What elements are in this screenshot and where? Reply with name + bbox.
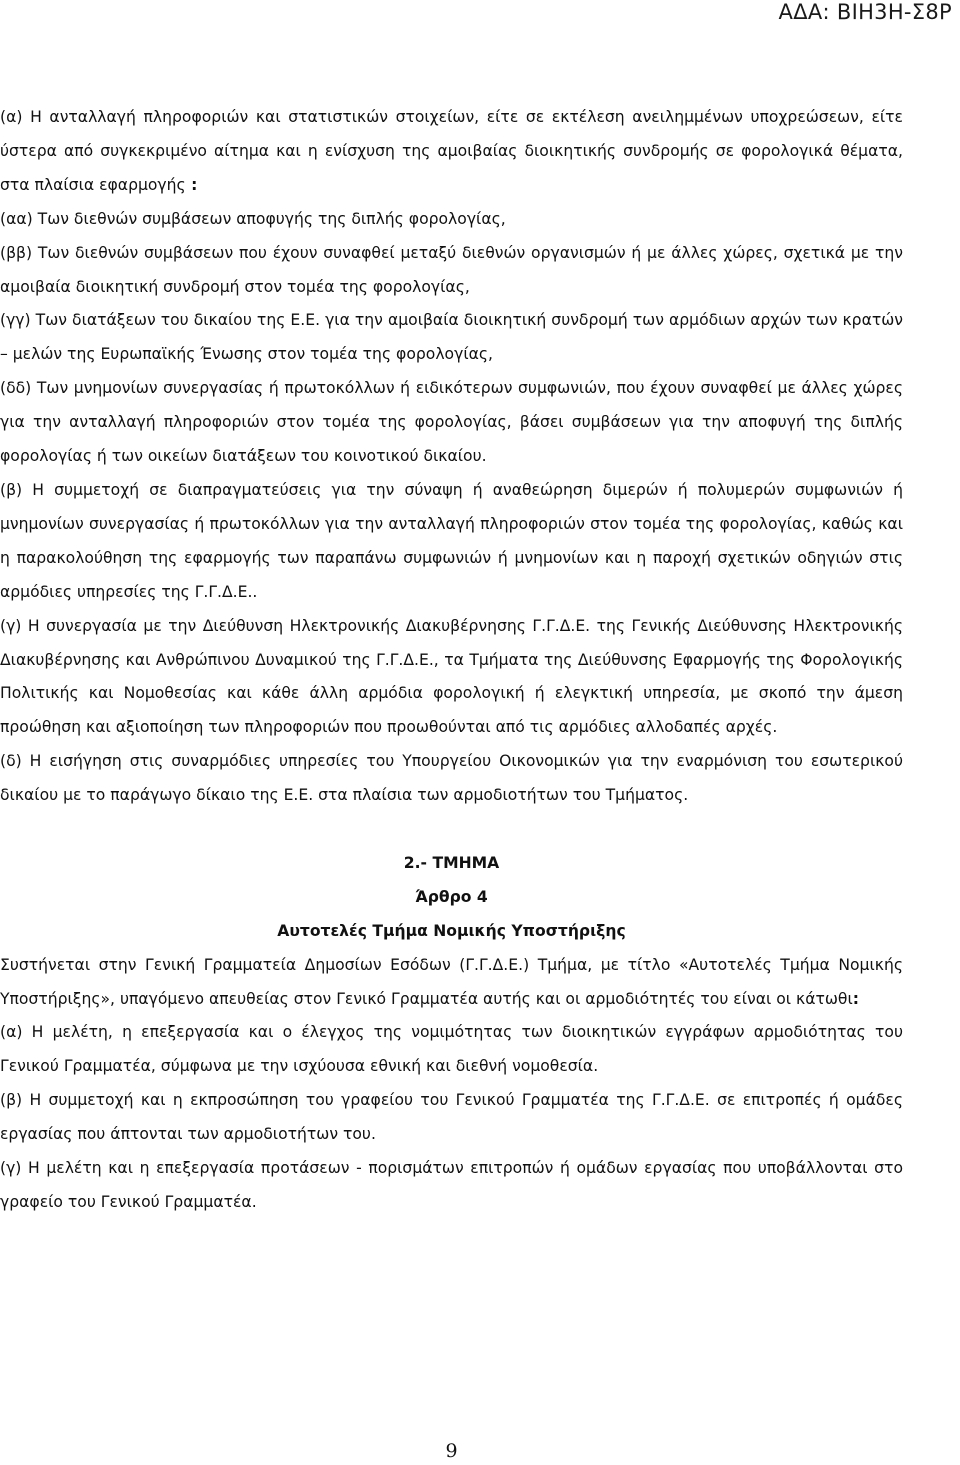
duty-b: (β) Η συμμετοχή και η εκπροσώπηση του γραφείου του Γενικού Γραμματέα της Γ.Γ.Δ.Ε. σε επιτροπές ή ομάδες εργασίας που άπτονται των αρμοδιοτήτων του. — [0, 1091, 903, 1144]
intro-colon: : — [852, 989, 859, 1008]
paragraph-a-colon: : — [185, 175, 198, 194]
spacer — [0, 813, 903, 847]
paragraph-a-text: (α) Η ανταλλαγή πληροφοριών και στατιστικών στοιχείων, είτε σε εκτέλεση ανειλημμένων υποχρεώσεων, είτε ύστερα από συγκεκριμένο αίτημα και η ενίσχυση της αμοιβαίας διοικητικής συνδρομής σε φορολογικά θέματα, στα πλαίσια εφαρμογής — [0, 108, 903, 194]
section-title: 2.- ΤΜΗΜΑ — [403, 853, 500, 872]
paragraph-aa: (αα) Των διεθνών συμβάσεων αποφυγής της διπλής φορολογίας, — [0, 209, 506, 228]
paragraph-bb: (ββ) Των διεθνών συμβάσεων που έχουν συναφθεί μεταξύ διεθνών οργανισμών ή με άλλες χώρες, σχετικά με την αμοιβαία διοικητική συνδρομή στον τομέα της φορολογίας, — [0, 243, 903, 296]
article-title: Άρθρο 4 — [415, 887, 488, 906]
duty-a: (α) Η μελέτη, η επεξεργασία και ο έλεγχος της νομιμότητας των διοικητικών εγγράφων αρμοδιότητας του Γενικού Γραμματέα, σύμφωνα με την ισχύουσα εθνική και διεθνή νομοθεσία. — [0, 1023, 903, 1076]
duty-g: (γ) Η μελέτη και η επεξεργασία προτάσεων - πορισμάτων επιτροπών ή ομάδων εργασίας που υποβάλλονται στο γραφείο του Γενικού Γραμματέα. — [0, 1159, 903, 1211]
paragraph-a — [0, 101, 903, 203]
paragraph-d: (δ) Η εισήγηση στις συναρμόδιες υπηρεσίες του Υπουργείου Οικονομικών για την εναρμόνιση του εσωτερικού δικαίου με το παράγωγο δίκαιο της Ε.Ε. στα πλαίσια των αρμοδιοτήτων του Τμήματος. — [0, 752, 903, 805]
document-ada-code: ΑΔΑ: ΒΙΗ3Η-Σ8Ρ — [778, 0, 952, 24]
page-number: 9 — [445, 1440, 458, 1462]
intro-text: Συστήνεται στην Γενική Γραμματεία Δημοσίων Εσόδων (Γ.Γ.Δ.Ε.) Τμήμα, με τίτλο «Αυτοτελές Τμήμα Νομικής Υποστήριξης», υπαγόμενο απευθείας στον Γενικό Γραμματέα αυτής και οι αρμοδιότητές του είναι οι κάτωθι — [0, 955, 903, 1008]
paragraph-g: (γ) Η συνεργασία με την Διεύθυνση Ηλεκτρονικής Διακυβέρνησης Γ.Γ.Δ.Ε. της Γενικής Διεύθυνσης Ηλεκτρονικής Διακυβέρνησης και Ανθρώπινου Δυναμικού της Γ.Γ.Δ.Ε., τα Τμήματα της Διεύθυνσης Εφαρμογής της Φορολογικής Πολιτικής και Νομοθεσίας και κάθε άλλη αρμόδια φορολογική ή ελεγκτική υπηρεσία, με σκοπό την άμεση προώθηση και αξιοποίηση των πληροφοριών που προωθούνται από τις αρμόδιες αλλοδαπές αρχές. — [0, 616, 903, 737]
document-body — [0, 101, 903, 1220]
paragraph-b: (β) Η συμμετοχή σε διαπραγματεύσεις για την σύναψη ή αναθεώρηση διμερών ή πολυμερών συμφωνιών ή μνημονίων συνεργασίας ή πρωτοκόλλων για την ανταλλαγή πληροφοριών στον τομέα της φορολογίας, καθώς και η παρακολούθηση της εφαρμογής των παραπάνω συμφωνιών ή μνημονίων και η παροχή σχετικών οδηγιών στις αρμόδιες υπηρεσίες της Γ.Γ.Δ.Ε.. — [0, 480, 903, 601]
section-subtitle: Αυτοτελές Τμήμα Νομικής Υποστήριξης — [277, 921, 626, 940]
paragraph-gg: (γγ) Των διατάξεων του δικαίου της Ε.Ε. για την αμοιβαία διοικητική συνδρομή των αρμόδιων αρχών των κρατών – μελών της Ευρωπαϊκής Ένωσης στον τομέα της φορολογίας, — [0, 311, 903, 364]
intro-paragraph — [0, 949, 903, 1017]
paragraph-dd: (δδ) Των μνημονίων συνεργασίας ή πρωτοκόλλων ή ειδικότερων συμφωνιών, που έχουν συναφθεί με άλλες χώρες για την ανταλλαγή πληροφοριών στον τομέα της φορολογίας, βάσει συμβάσεων για την αποφυγή της διπλής φορολογίας ή των οικείων διατάξεων του κοινοτικού δικαίου. — [0, 379, 903, 466]
